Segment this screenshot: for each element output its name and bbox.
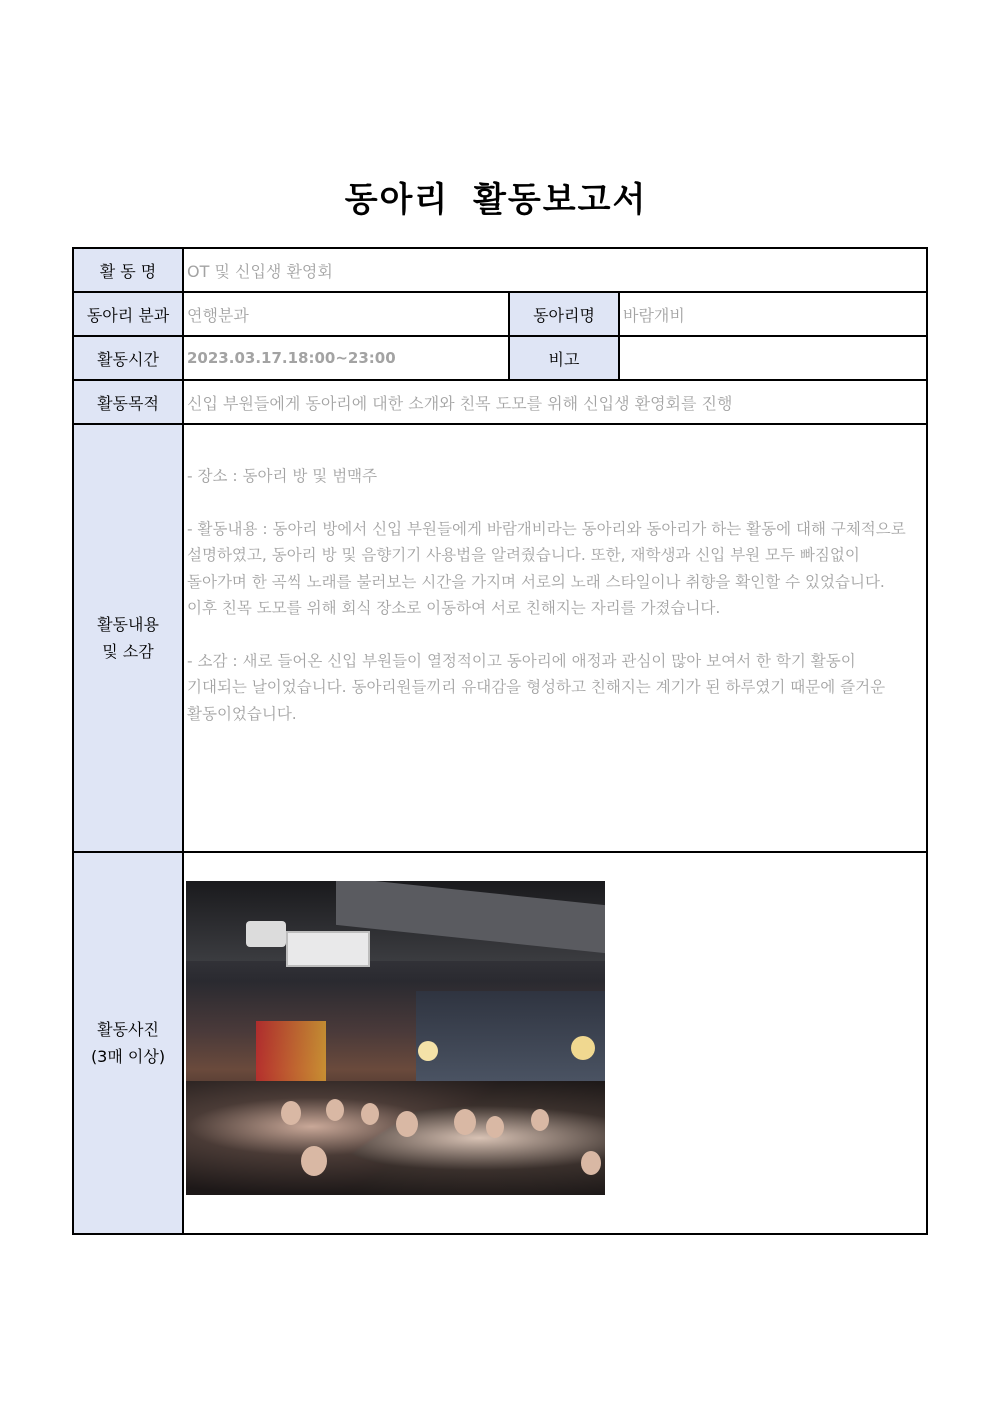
photo-face <box>301 1146 327 1176</box>
photo-lamp <box>418 1041 438 1061</box>
remarks-value <box>619 336 927 380</box>
content-place: - 장소 : 동아리 방 및 범맥주 <box>187 467 378 485</box>
activity-purpose-text: 신입 부원들에게 동아리에 대한 소개와 친목 도모를 위해 신입생 환영회를 진행 <box>187 393 733 413</box>
photo-face <box>281 1101 301 1125</box>
club-name-value <box>619 292 927 336</box>
activity-photo-label-line1: 활동사진 <box>97 1020 159 1039</box>
photo-lamp <box>571 1036 595 1060</box>
activity-photo-label <box>73 852 183 1234</box>
club-division-value <box>183 292 509 336</box>
remarks-label-text: 비고 <box>548 349 580 369</box>
photo-face <box>581 1151 601 1175</box>
photo-face <box>486 1116 504 1138</box>
activity-photo-label-line2: (3매 이상) <box>90 1047 166 1066</box>
activity-time-label <box>73 336 183 380</box>
activity-name-text: OT 및 신입생 환영회 <box>187 261 333 281</box>
activity-name-value <box>183 248 927 292</box>
content-impression: - 소감 : 새로 들어온 신입 부원들이 열정적이고 동아리에 애정과 관심이 많아 보여서 한 학기 활동이 기대되는 날이었습니다. 동아리원들끼리 유대감을 형성하고 친해지는 계기가 된 하루였기 때문에 즐거운 활동이었습니다. <box>187 651 886 723</box>
activity-purpose-value <box>183 380 927 424</box>
activity-time-text: 2023.03.17.18:00~23:00 <box>187 349 396 367</box>
activity-content-label-line1: 활동내용 <box>97 615 159 634</box>
club-division-label <box>73 292 183 336</box>
club-division-text: 연행분과 <box>187 305 249 325</box>
photo-face <box>396 1111 418 1137</box>
club-name-label <box>509 292 619 336</box>
content-activity: - 활동내용 : 동아리 방에서 신입 부원들에게 바람개비라는 동아리와 동아리가 하는 활동에 대해 구체적으로 설명하였고, 동아리 방 및 음향기기 사용법을 알려줬습니다. 또한, 재학생과 신입 부원 모두 빠짐없이 돌아가며 한 곡씩 노래를 불러보는 시간을 가지며 서로의 노래 스타일이나 취향을 확인할 수 있었습니다. 이후 친목 도모를 위해 회식 장소로 이동하여 서로 친해지는 자리를 가졌습니다. <box>187 519 906 617</box>
activity-purpose-label-text: 활동목적 <box>97 393 159 413</box>
photo-projector <box>246 921 286 947</box>
club-name-text: 바람개비 <box>623 305 685 325</box>
photo-crowd <box>186 1081 605 1195</box>
activity-content-label-line2: 및 소감 <box>102 642 154 661</box>
report-table <box>72 247 928 1235</box>
activity-content-label <box>73 424 183 852</box>
photo-face <box>454 1109 476 1135</box>
club-name-label-text: 동아리명 <box>533 305 595 325</box>
activity-content-value <box>183 424 927 852</box>
activity-name-label-text: 활 동 명 <box>99 261 157 281</box>
activity-time-value <box>183 336 509 380</box>
document-title: 동아리 활동보고서 <box>344 180 648 220</box>
photo-face <box>531 1109 549 1131</box>
activity-photo-cell <box>183 852 927 1234</box>
photo-neon-sign <box>256 1021 326 1081</box>
club-division-label-text: 동아리 분과 <box>86 305 170 325</box>
activity-name-label <box>73 248 183 292</box>
group-photo <box>186 881 605 1195</box>
remarks-label <box>509 336 619 380</box>
photo-face <box>361 1103 379 1125</box>
photo-face <box>326 1099 344 1121</box>
activity-purpose-label <box>73 380 183 424</box>
photo-air-conditioner <box>286 931 370 967</box>
activity-time-label-text: 활동시간 <box>97 349 159 369</box>
